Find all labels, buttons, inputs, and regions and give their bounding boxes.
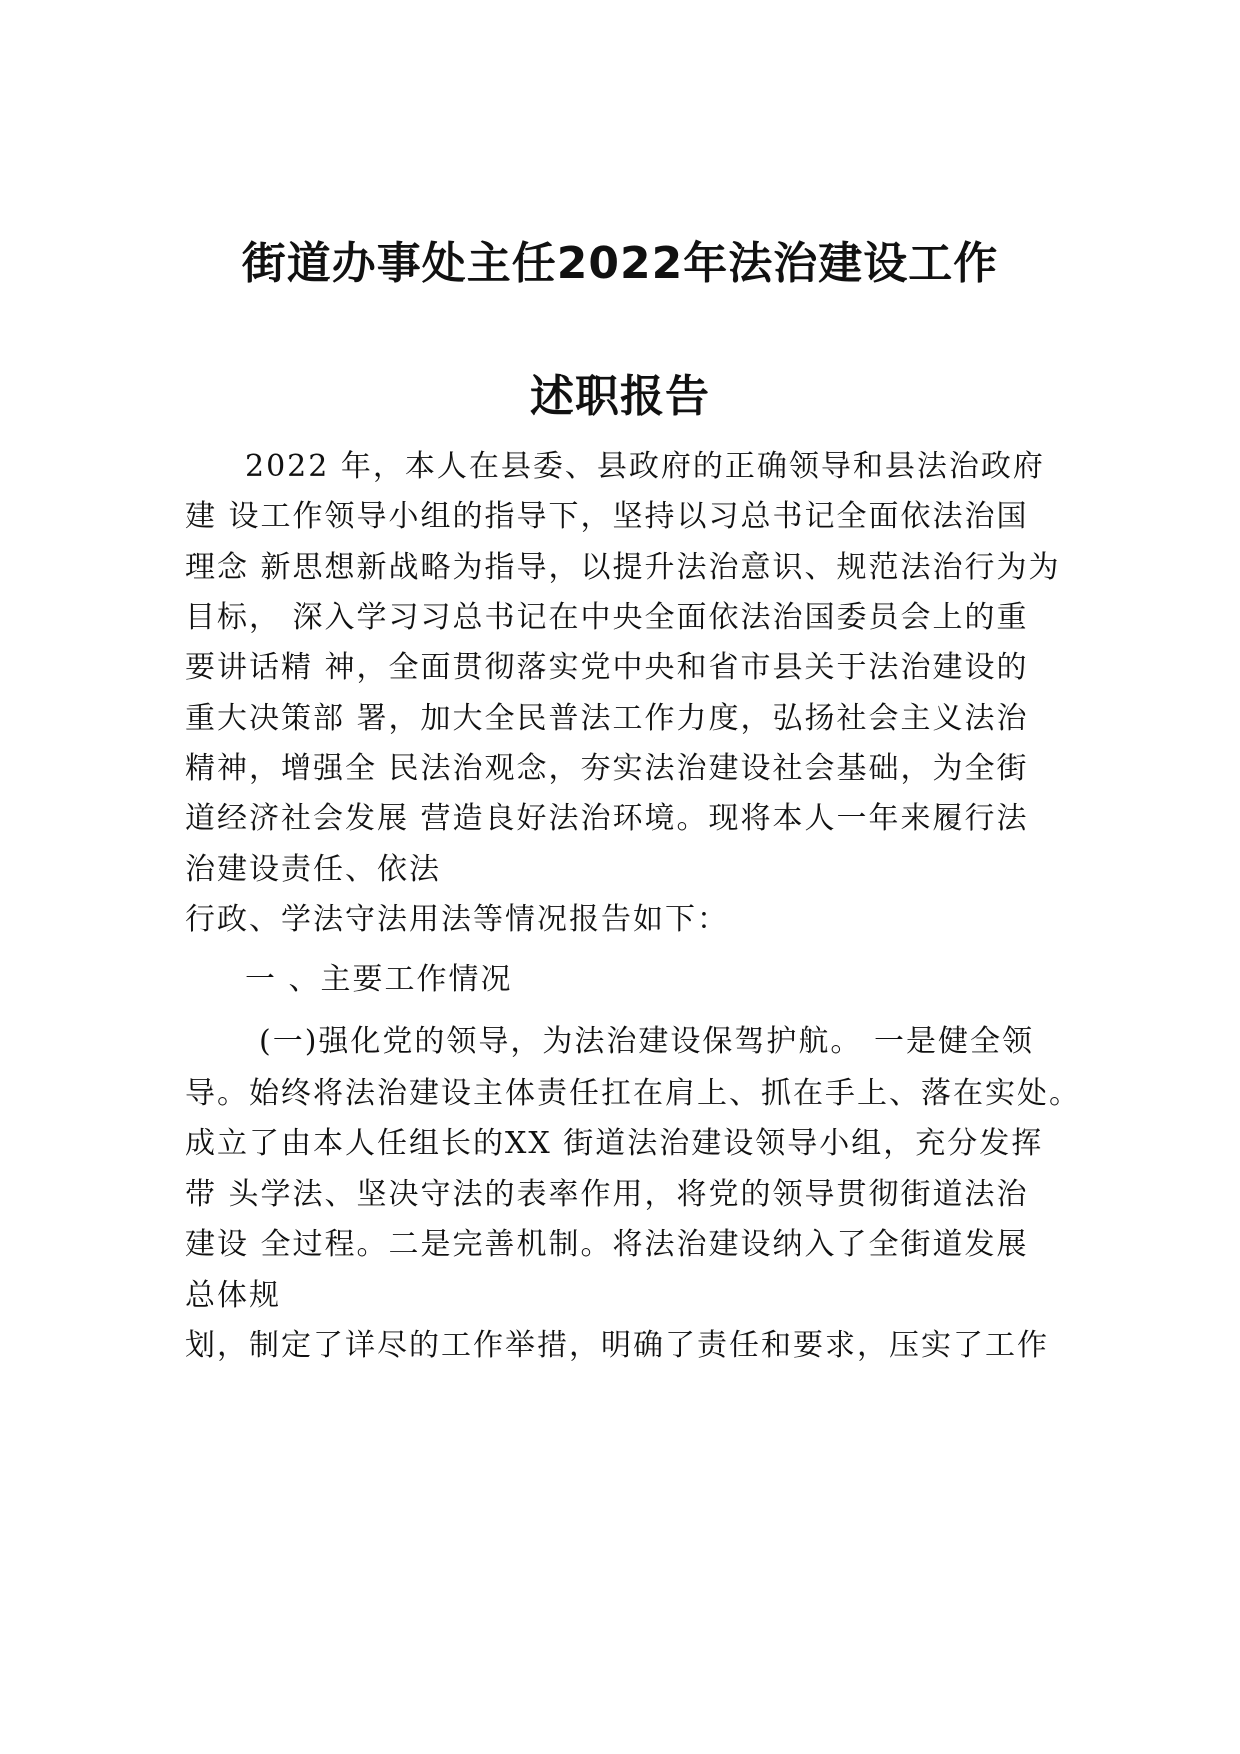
body-line-8: 道经济社会发展 营造良好法治环境。现将本人一年来履行法	[185, 801, 1029, 836]
body-line-15: 带 头学法、坚决守法的表率作用，将党的领导贯彻街道法治	[185, 1177, 1029, 1212]
body-line-14: 成立了由本人任组长的XX 街道法治建设领导小组，充分发挥	[185, 1126, 1044, 1161]
document-title-line-2: 述职报告	[530, 371, 710, 422]
body-line-16: 建设 全过程。二是完善机制。将法治建设纳入了全街道发展	[185, 1227, 1029, 1262]
body-line-7: 精神，增强全 民法治观念，夯实法治建设社会基础，为全街	[185, 751, 1029, 786]
body-line-12: (一)强化党的领导，为法治建设保驾护航。 一是健全领	[259, 1024, 1034, 1059]
body-line-9: 治建设责任、依法	[185, 852, 441, 887]
body-line-1: 2022 年，本人在县委、县政府的正确领导和县法治政府	[245, 449, 1045, 484]
body-line-5: 要讲话精 神，全面贯彻落实党中央和省市县关于法治建设的	[185, 650, 1029, 685]
document-title-line-1: 街道办事处主任2022年法治建设工作	[241, 238, 999, 289]
body-line-17: 总体规	[185, 1278, 281, 1313]
body-line-6: 重大决策部 署，加大全民普法工作力度，弘扬社会主义法治	[185, 701, 1029, 736]
body-line-13: 导。始终将法治建设主体责任扛在肩上、抓在手上、落在实处。	[185, 1076, 1081, 1111]
section-heading: 一 、主要工作情况	[245, 962, 513, 997]
body-line-3: 理念 新思想新战略为指导，以提升法治意识、规范法治行为为	[185, 550, 1061, 585]
body-line-10: 行政、学法守法用法等情况报告如下：	[185, 902, 729, 937]
body-line-2: 建 设工作领导小组的指导下，坚持以习总书记全面依法治国	[185, 499, 1029, 534]
body-line-4: 目标， 深入学习习总书记在中央全面依法治国委员会上的重	[185, 600, 1029, 635]
body-line-18: 划，制定了详尽的工作举措，明确了责任和要求，压实了工作	[185, 1328, 1049, 1363]
